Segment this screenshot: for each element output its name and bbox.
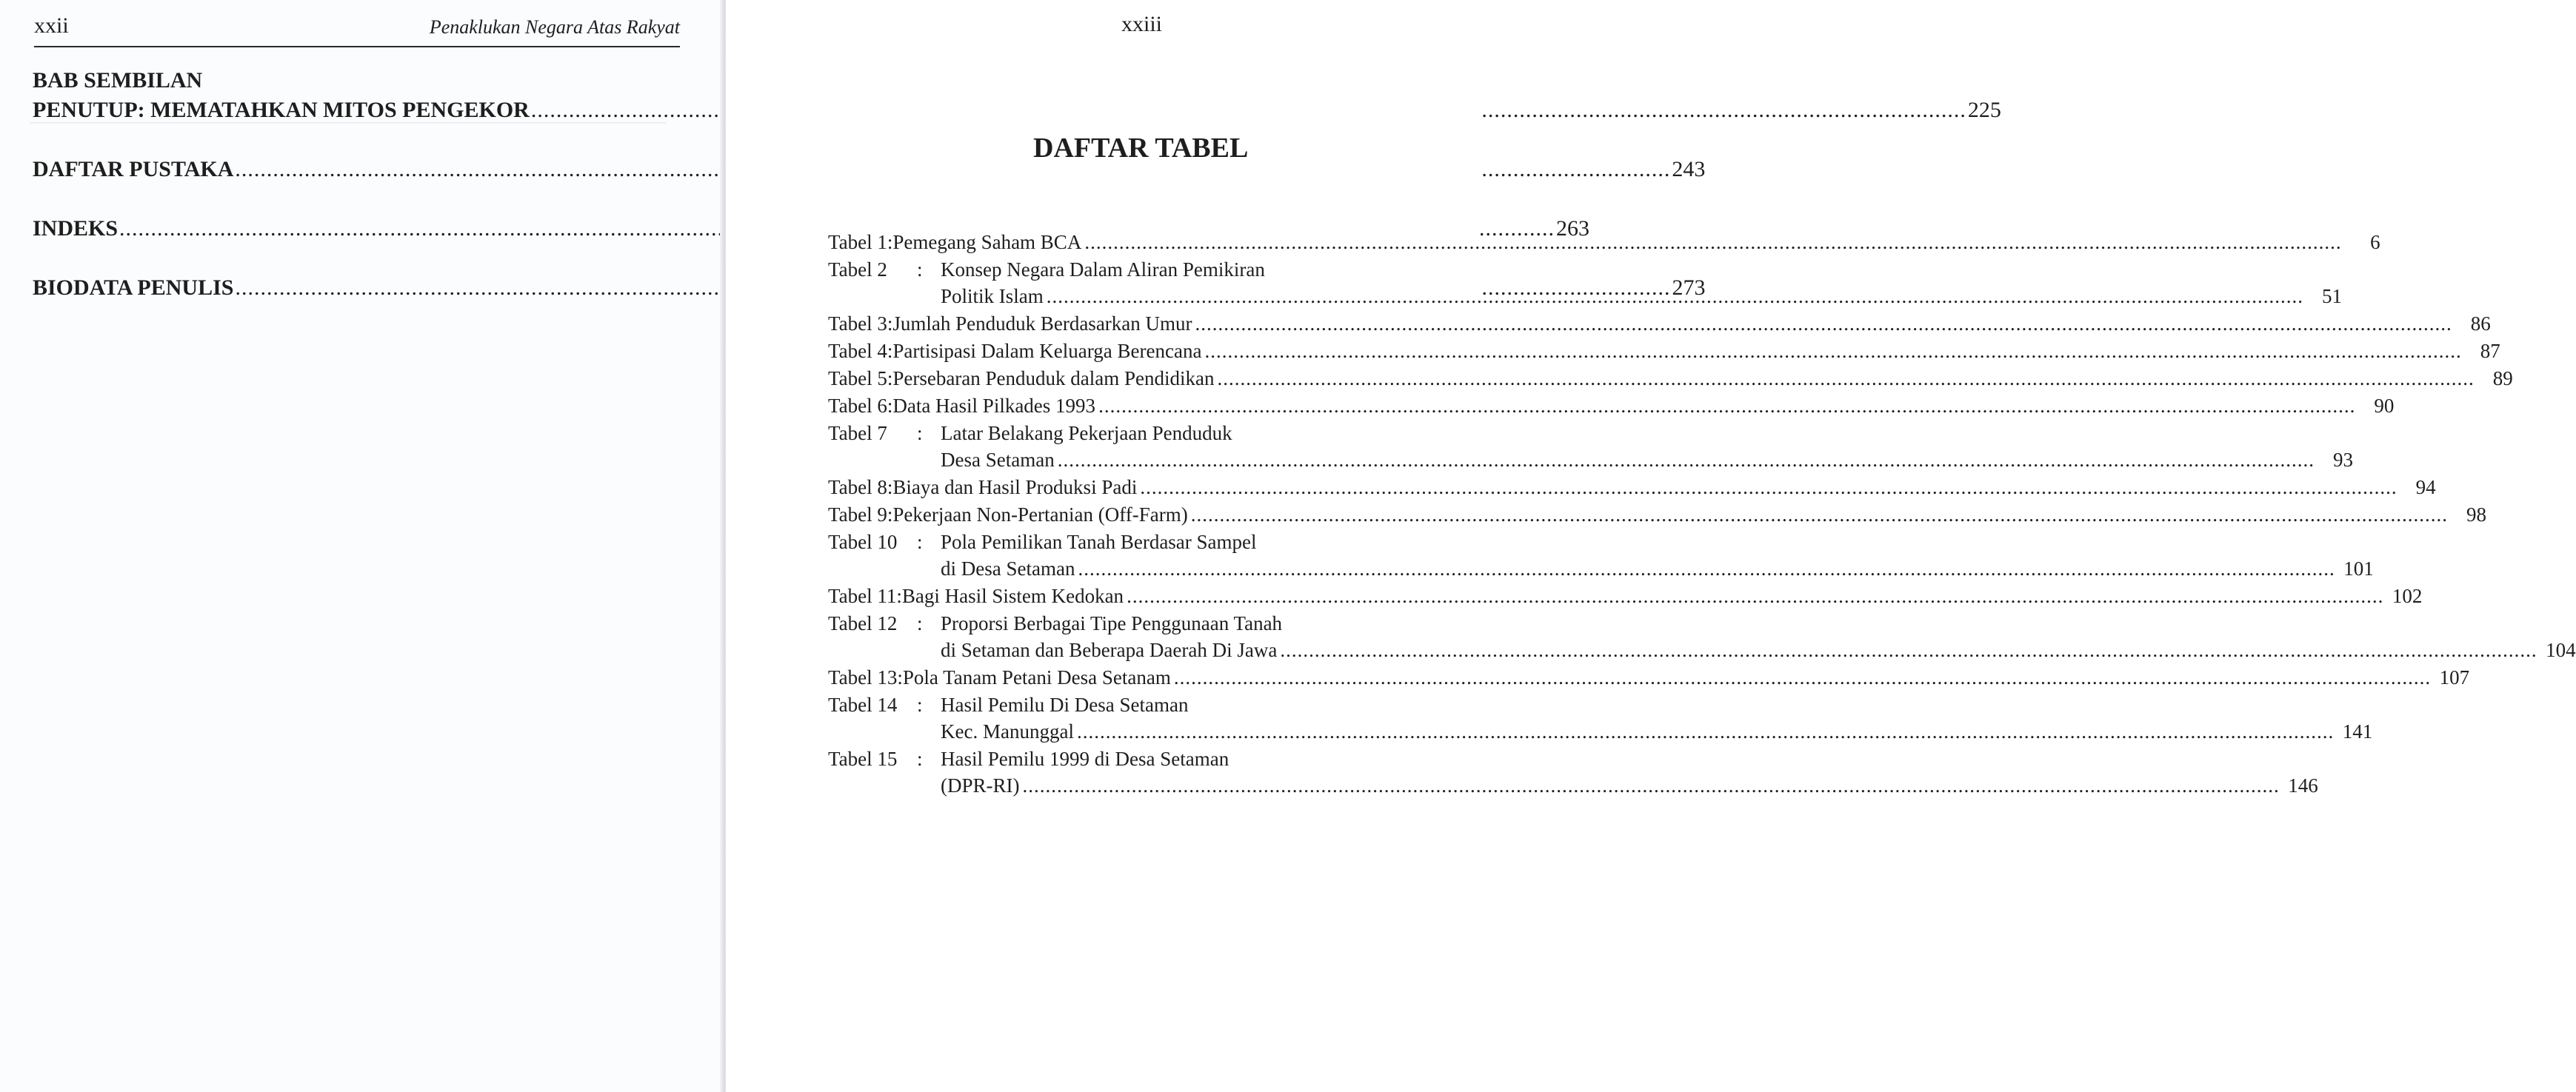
page-ref: 263 (1556, 216, 1590, 241)
table-caption-cont: di Setaman dan Beberapa Daerah Di Jawa (941, 639, 1278, 661)
dot-leader (1023, 774, 2280, 797)
running-title: Penaklukan Negara Atas Rakyat (429, 16, 680, 38)
page-ref: 101 (2343, 557, 2374, 580)
table-caption: Latar Belakang Pekerjaan Penduduk (941, 422, 1232, 444)
dot-leader (1140, 476, 2397, 499)
page-ref: 51 (2322, 285, 2343, 307)
table-entry[interactable] (828, 503, 2486, 530)
table-caption: Hasil Pemilu Di Desa Setaman (941, 694, 1189, 716)
table-entry[interactable] (828, 666, 2470, 693)
page-ref: 89 (2492, 367, 2513, 389)
dot-leader (1098, 395, 2355, 418)
separator: : (917, 531, 923, 553)
chapter-heading: BAB SEMBILAN (33, 68, 203, 93)
dot-leader (1084, 231, 2341, 254)
entry-title: BIODATA PENULIS (33, 275, 234, 300)
dot-leader (1191, 503, 2448, 526)
table-label: Tabel 15 (828, 748, 898, 770)
table-caption: Bagi Hasil Sistem Kedokan (901, 585, 1124, 607)
right-page-number: xxiii (1121, 12, 1163, 36)
table-caption: Jumlah Penduduk Berdasarkan Umur (892, 312, 1192, 335)
page-ref: 94 (2415, 476, 2436, 498)
dot-leader (1280, 639, 2537, 662)
left-page-header (34, 13, 680, 47)
table-label: Tabel 2 (828, 258, 887, 281)
table-entry[interactable] (828, 694, 2373, 747)
dot-leader (1058, 449, 2315, 472)
table-label: Tabel 1 (828, 231, 887, 253)
table-caption: Hasil Pemilu 1999 di Desa Setaman (941, 748, 1229, 770)
separator: : (887, 312, 893, 335)
table-label: Tabel 9 (828, 503, 887, 526)
separator: : (887, 476, 893, 498)
dot-leader (1077, 720, 2334, 743)
table-entry[interactable] (828, 340, 2500, 366)
table-caption: Pola Tanam Petani Desa Setanam (902, 666, 1171, 689)
table-caption-cont: di Desa Setaman (941, 557, 1075, 580)
page-ref: 141 (2342, 720, 2373, 743)
entry-title: INDEKS (33, 216, 119, 241)
table-caption-cont: Politik Islam (941, 285, 1044, 307)
separator: : (887, 231, 893, 253)
page-ref: 107 (2439, 666, 2470, 689)
page-ref: 90 (2374, 395, 2395, 417)
dot-leader (1174, 666, 2431, 689)
table-entry[interactable] (828, 531, 2374, 584)
table-caption: Pemegang Saham BCA (892, 231, 1082, 253)
table-label: Tabel 7 (828, 422, 887, 444)
table-caption-cont: Kec. Manunggal (941, 720, 1074, 743)
separator: : (917, 694, 923, 716)
table-caption-cont: Desa Setaman (941, 449, 1055, 471)
page-ref: 87 (2480, 340, 2500, 362)
table-caption: Persebaran Penduduk dalam Pendidikan (892, 367, 1215, 389)
table-label: Tabel 14 (828, 694, 898, 716)
table-label: Tabel 4 (828, 340, 887, 362)
toc-entry-bab-sembilan[interactable] (33, 68, 2001, 123)
dot-leader (1195, 312, 2452, 335)
page-ref: 93 (2332, 449, 2353, 471)
table-entry[interactable] (828, 585, 2423, 612)
table-label: Tabel 5 (828, 367, 887, 389)
left-page-number: xxii (34, 13, 69, 38)
chapter-title: PENUTUP: MEMATAHKAN MITOS PENGEKOR (33, 98, 530, 122)
table-caption: Biaya dan Hasil Produksi Padi (892, 476, 1138, 498)
dot-leader (1204, 340, 2461, 363)
table-entry[interactable] (828, 367, 2513, 394)
table-entry[interactable] (828, 612, 2576, 666)
page-ref: 98 (2466, 503, 2486, 526)
separator: : (896, 585, 902, 607)
separator: : (887, 503, 893, 526)
table-caption: Pola Pemilikan Tanah Berdasar Sampel (941, 531, 1257, 553)
table-label: Tabel 12 (828, 612, 898, 634)
toc-entry-daftar-pustaka[interactable] (33, 157, 1706, 182)
page-ref: 146 (2288, 774, 2318, 797)
separator: : (887, 340, 893, 362)
separator: : (897, 666, 903, 689)
page-ref: 102 (2392, 585, 2423, 607)
dot-leader (1078, 557, 2335, 580)
table-label: Tabel 8 (828, 476, 887, 498)
table-entry[interactable] (828, 748, 2318, 801)
separator: : (917, 422, 923, 444)
page-ref: 86 (2470, 312, 2491, 335)
toc-entry-indeks[interactable] (33, 216, 1590, 241)
entry-title: DAFTAR PUSTAKA (33, 157, 234, 181)
table-caption: Partisipasi Dalam Keluarga Berencana (892, 340, 1202, 362)
table-caption: Data Hasil Pilkades 1993 (892, 395, 1096, 417)
table-label: Tabel 6 (828, 395, 887, 417)
table-caption: Konsep Negara Dalam Aliran Pemikiran (941, 258, 1265, 281)
table-entry[interactable] (828, 476, 2436, 503)
table-label: Tabel 11 (828, 585, 897, 607)
separator: : (887, 367, 893, 389)
page-ref: 6 (2370, 231, 2380, 253)
separator: : (917, 258, 923, 281)
table-entry[interactable] (828, 231, 2380, 258)
table-caption: Pekerjaan Non-Pertanian (Off-Farm) (892, 503, 1188, 526)
table-label: Tabel 10 (828, 531, 898, 553)
table-label: Tabel 3 (828, 312, 887, 335)
table-caption: Proporsi Berbagai Tipe Penggunaan Tanah (941, 612, 1283, 634)
dot-leader (1047, 285, 2303, 308)
separator: : (917, 612, 923, 634)
table-caption-cont: (DPR-RI) (941, 774, 1020, 797)
page-title: DAFTAR TABEL (1033, 133, 1249, 164)
page-ref: 243 (1672, 157, 1706, 181)
page-ref: 104 (2546, 639, 2576, 661)
table-label: Tabel 13 (828, 666, 898, 689)
separator: : (917, 748, 923, 770)
dot-leader (1218, 367, 2475, 390)
table-entry[interactable] (828, 312, 2491, 339)
separator: : (887, 395, 893, 417)
page-ref: 225 (1967, 98, 2001, 122)
dot-leader (1127, 585, 2383, 608)
table-entry[interactable] (828, 395, 2395, 421)
page-ref: 273 (1672, 275, 1706, 300)
table-entry[interactable] (828, 422, 2353, 475)
